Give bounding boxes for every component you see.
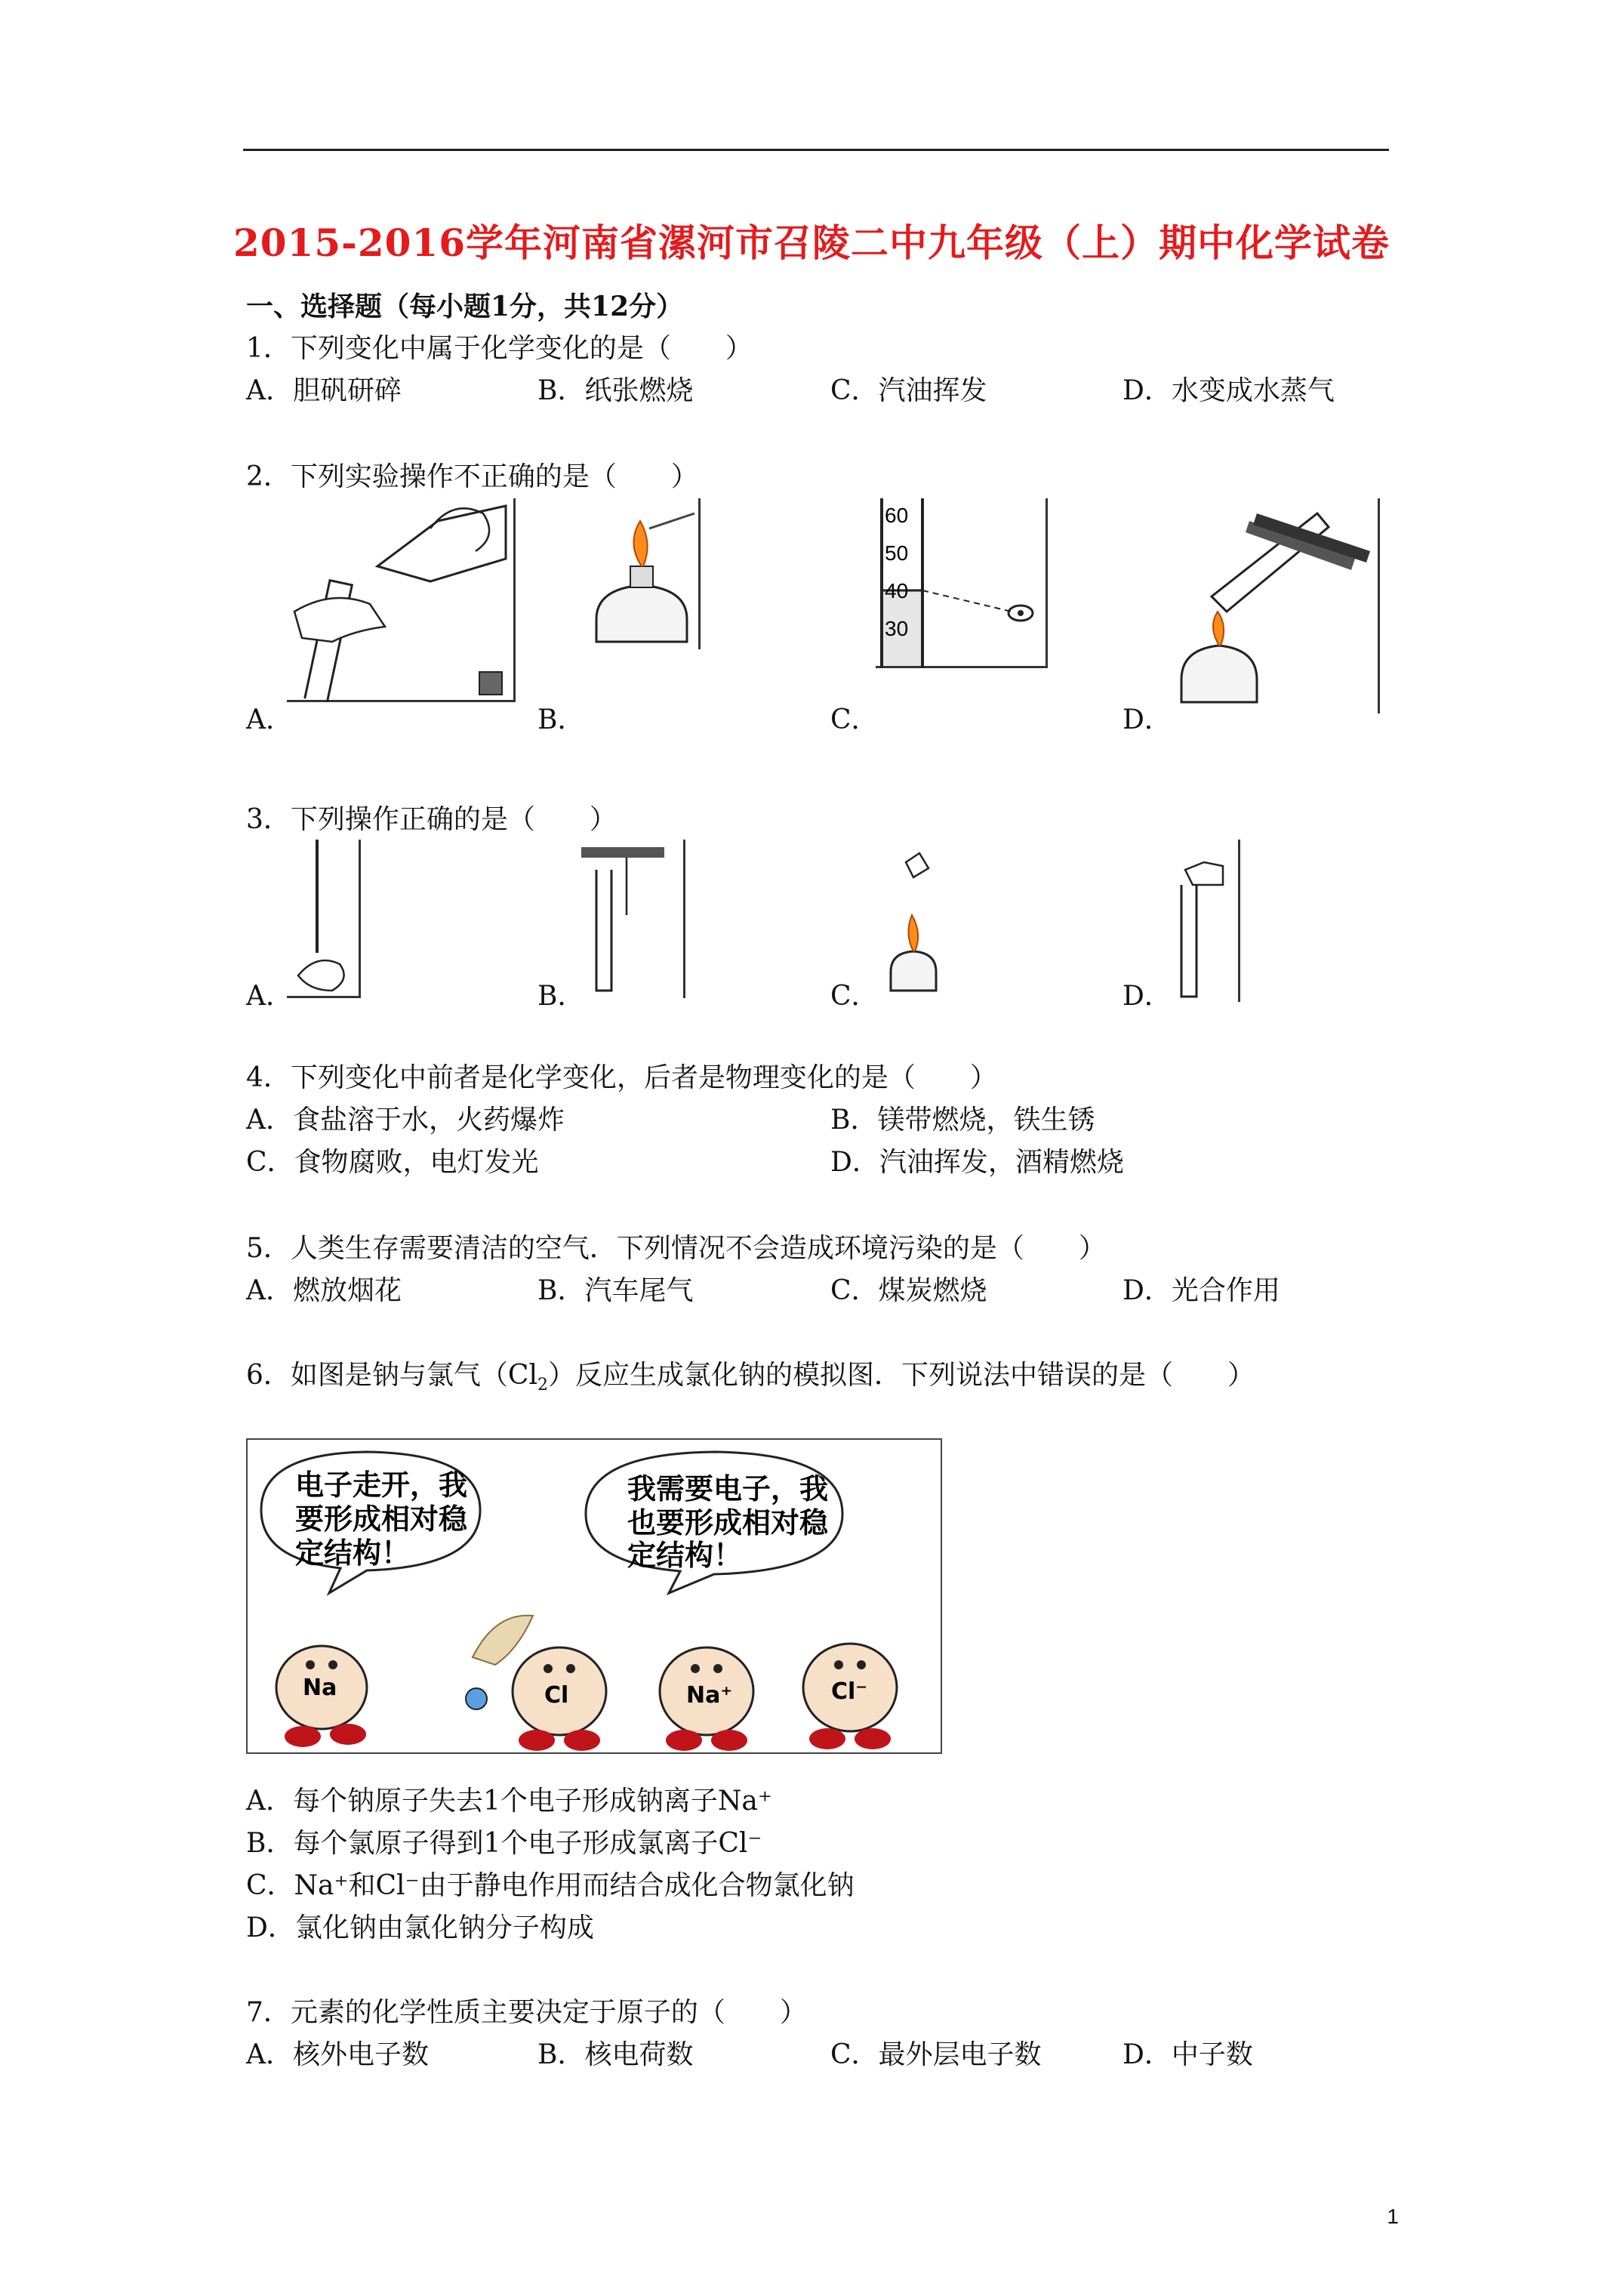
q7-option-c: C．最外层电子数: [830, 2039, 1042, 2070]
q1-option-d: D．水变成水蒸气: [1123, 375, 1335, 406]
atom-label-na: Na: [303, 1675, 337, 1701]
q1-option-b: B．纸张燃烧: [537, 375, 694, 406]
electron-character: [466, 1688, 487, 1709]
bubble-left-line-1: 电子走开，我: [295, 1469, 468, 1502]
q5-option-b: B．汽车尾气: [537, 1275, 694, 1306]
q7-option-d: D．中子数: [1123, 2039, 1253, 2070]
bubble-right-line-2: 也要形成相对稳: [627, 1506, 829, 1539]
heating-test-tube-illustration: [1166, 498, 1381, 713]
atom-label-cl: Cl: [544, 1682, 569, 1709]
q4-stem: 4．下列变化中前者是化学变化，后者是物理变化的是（ ）: [246, 1062, 997, 1093]
q5-stem: 5．人类生存需要清洁的空气．下列情况不会造成环境污染的是（ ）: [246, 1233, 1106, 1264]
chlorine-atom-character: [513, 1647, 606, 1751]
adding-solid-illustration: [1166, 840, 1242, 1002]
alcohol-lamp-lighting-illustration: [581, 498, 702, 649]
q3-label-c: C．: [830, 981, 879, 1012]
dropper-into-tube-illustration: [581, 840, 687, 998]
tick-40: 40: [885, 579, 909, 603]
q3-label-d: D．: [1123, 981, 1172, 1012]
tick-30: 30: [885, 617, 909, 640]
q7-option-b: B．核电荷数: [537, 2039, 694, 2070]
atom-label-cl-ion: Cl⁻: [831, 1678, 868, 1705]
q2-label-a: A．: [246, 704, 293, 735]
q2-label-b: B．: [537, 704, 585, 735]
q5-option-d: D．光合作用: [1123, 1275, 1280, 1306]
q7-option-a: A．核外电子数: [246, 2039, 429, 2070]
page-number: 1: [1387, 2205, 1399, 2228]
bubble-left-line-2: 要形成相对稳: [295, 1502, 468, 1536]
q4-option-d: D．汽油挥发，酒精燃烧: [830, 1147, 1124, 1178]
q1-option-c: C．汽油挥发: [830, 375, 987, 406]
q3-label-b: B．: [537, 981, 585, 1012]
dropper-illustration: [287, 840, 362, 998]
atom-label-na-ion: Na⁺: [686, 1682, 733, 1709]
bubble-right-line-1: 我需要电子，我: [627, 1472, 829, 1505]
header-rule: [243, 149, 1389, 151]
q2-label-c: C．: [830, 704, 879, 735]
q5-option-c: C．煤炭燃烧: [830, 1275, 987, 1306]
q6-option-d: D．氯化钠由氯化钠分子构成: [246, 1912, 594, 1943]
exam-title: 2015-2016学年河南省漯河市召陵二中九年级（上）期中化学试卷: [233, 220, 1390, 265]
q6-option-b: B．每个氯原子得到1个电子形成氯离子Cl⁻: [246, 1828, 762, 1859]
graduated-cylinder-illustration: [876, 498, 1049, 668]
q4-option-a: A．食盐溶于水，火药爆炸: [246, 1105, 565, 1136]
q4-option-c: C．食物腐败，电灯发光: [246, 1147, 539, 1178]
bubble-left-line-3: 定结构！: [295, 1536, 411, 1570]
q6-option-c: C．Na⁺和Cl⁻由于静电作用而结合成化合物氯化钠: [246, 1870, 855, 1901]
pouring-liquid-illustration: [287, 498, 528, 702]
sodium-chlorine-cartoon: [246, 1438, 942, 1754]
tick-60: 60: [885, 504, 909, 527]
bubble-right-line-3: 定结构！: [627, 1539, 743, 1572]
q3-label-a: A．: [246, 981, 293, 1012]
q4-option-b: B．镁带燃烧，铁生锈: [830, 1105, 1095, 1136]
section-heading: 一、选择题（每小题1分，共12分）: [246, 291, 684, 322]
tick-50: 50: [885, 541, 909, 565]
q1-stem: 1．下列变化中属于化学变化的是（ ）: [246, 333, 753, 364]
q7-stem: 7．元素的化学性质主要决定于原子的（ ）: [246, 1997, 807, 2028]
q6-option-a: A．每个钠原子失去1个电子形成钠离子Na⁺: [246, 1786, 772, 1817]
q1-option-a: A．胆矾研碎: [246, 375, 402, 406]
q5-option-a: A．燃放烟花: [246, 1275, 402, 1306]
q3-stem: 3．下列操作正确的是（ ）: [246, 804, 617, 835]
q2-label-d: D．: [1123, 704, 1172, 735]
q2-stem: 2．下列实验操作不正确的是（ ）: [246, 461, 698, 492]
sodium-ion-character: [660, 1647, 753, 1751]
q6-stem: 6．如图是钠与氯气$(Cl_2)$反应生成氯化钠的模拟图．下列说法中错误的是（ ）: [246, 1360, 1255, 1395]
lamp-extinguish-illustration: [876, 840, 951, 998]
